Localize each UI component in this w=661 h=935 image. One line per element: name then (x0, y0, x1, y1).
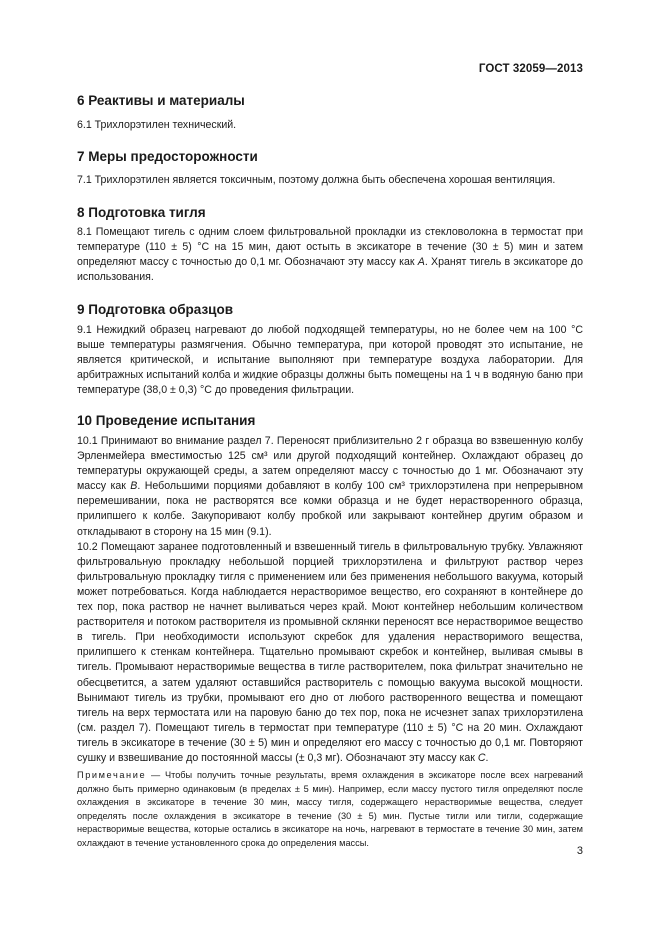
variable-a: А (417, 256, 425, 269)
section-10-body (77, 434, 583, 850)
section-8-body (77, 225, 583, 285)
section-6-title: 6 Реактивы и материалы (77, 93, 245, 108)
section-7-title: 7 Меры предосторожности (77, 149, 258, 164)
section-9-title: 9 Подготовка образцов (77, 302, 234, 317)
paragraph-7-1: 7.1 Трихлорэтилен является токсичным, поэтому должна быть обеспечена хорошая вентиляция. (77, 174, 556, 186)
section-9 (77, 302, 583, 318)
standard-code: ГОСТ 32059—2013 (478, 63, 583, 75)
section-7-body (77, 173, 583, 188)
paragraph-6-1: 6.1 Трихлорэтилен технический. (77, 119, 237, 131)
note (77, 769, 583, 850)
variable-b: В (130, 480, 138, 493)
note-label: Примечание (77, 770, 147, 781)
paragraph-9-1: 9.1 Нежидкий образец нагревают до любой подходящей температуры, но не более чем на 100 °С выше температуры размягчения. Обычно температура, при которой проводят это испытание, не является критической, и испытание выполняют при температуре воздуха лаборатории. Для арбитражных испытаний колба и жидкие образцы должны быть помещены на 1 ч в водяную баню при температуре (38,0 ± 0,3) °С до проведения фильтрации. (77, 324, 583, 397)
section-8-title: 8 Подготовка тигля (77, 205, 206, 220)
paragraph-10-1: 10.1 Принимают во внимание раздел 7. Переносят приблизительно 2 г образца во взвешенную колбу Эрленмейера вместимостью 125 см³ или другой подходящий контейнер. Охлаждают образец до температуры окружающей среды, а затем определяют массу с точностью до 1 мг. Обозначают эту массу как В. Небольшими порциями добавляют в колбу 100 см³ трихлорэтилена при непрерывном перемешивании, пока не растворятся все комки образца и не будет нерастворенного образца, прилипшего к колбе. Закупоривают колбу пробкой или закрывают контейнер другим образом и откладывают в сторону на 15 мин (9.1). (77, 435, 583, 538)
paragraph-10-2: 10.2 Помещают заранее подготовленный и взвешенный тигель в фильтровальную трубку. Увлажняют фильтровальную прокладку небольшой порцией трихлорэтилена и фильтруют раствор через фильтровальную прокладку тигля с применением или без применения небольшого вакуума, который может потребоваться. Когда наблюдается нерастворимое вещество, его сохраняют в контейнере до тех пор, пока раствор не начнет выливаться через край. Моют контейнер небольшим количеством растворителя и потоком растворителя из промывной склянки переносят все нерастворимое вещество в тигель. При необходимости используют скребок для удаления нерастворимого вещества, прилипшего к стенкам контейнера. Тщательно промывают скребок и контейнер, выливая смывы в тигель. Промывают нерастворимые вещества в тигле растворителем, пока фильтрат значительно не обесцветится, а затем удаляют оставшийся растворитель с помощью вакуума высокой мощности. Вынимают тигель из трубки, промывают его дно от любого растворенного вещества и помещают тигель на верх термостата или на паровую баню до тех пор, пока не исчезнет запах трихлорэтилена (см. раздел 7). Помещают тигель в термостат при температуре (110 ± 5) °С на 20 мин. Охлаждают тигель в эксикаторе в течение (30 ± 5) мин и определяют его массу с точностью до 0,1 мг. Повторяют сушку и взвешивание до постоянной массы (± 0,3 мг). Обозначают эту массу как С. (77, 540, 583, 764)
page-number: 3 (576, 845, 583, 857)
section-6 (77, 93, 583, 109)
section-7 (77, 149, 583, 165)
paragraph-8-1: 8.1 Помещают тигель с одним слоем фильтровальной прокладки из стекловолокна в термостат при температуре (110 ± 5) °С на 15 мин, дают остыть в эксикаторе в течение (30 ± 5) мин и затем определяют массу с точностью до 0,1 мг. Обозначают эту массу как А. Хранят тигель в эксикаторе до использования. (77, 226, 583, 284)
note-text: — Чтобы получить точные результаты, время охлаждения в эксикаторе после всех нагреваний должно быть примерно одинаковым (в пределах ± 5 мин). Например, если массу пустого тигля определяют после охлаждения в эксикаторе в течение 30 мин, массу тигля, содержащего нерастворимые вещества, следует определять после охлаждения в эксикаторе в течение (30 ± 5) мин. Пустые тигли или тигли, содержащие нерастворимые вещества, которые остались в эксикаторе на ночь, нагревают в термостате в течение 30 мин, затем охлаждают в течение установленного срока до определения массы. (77, 770, 583, 848)
section-6-body (77, 118, 583, 133)
section-8 (77, 205, 583, 221)
section-10 (77, 413, 583, 429)
section-9-body (77, 323, 583, 398)
section-10-title: 10 Проведение испытания (77, 413, 256, 428)
variable-c: С (477, 751, 486, 764)
